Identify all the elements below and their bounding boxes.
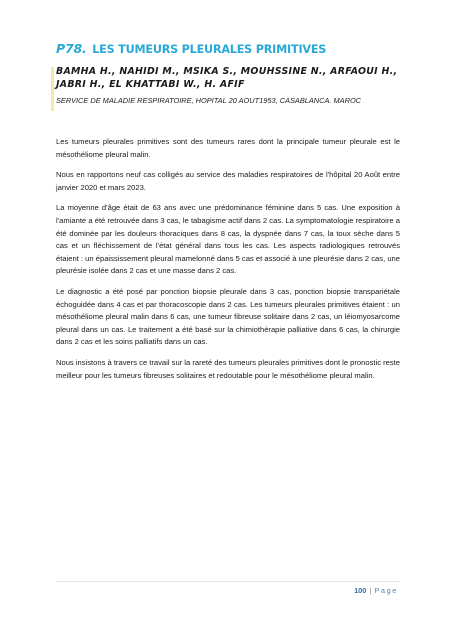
author-list: BAMHA H., NAHIDI M., MSIKA S., MOUHSSINE N., ARFAOUI H., JABRI H., EL KHATTABI W., H. AFIF [56, 66, 398, 90]
footer-separator: | [369, 586, 372, 595]
abstract-title [56, 41, 408, 56]
paragraph-diagnosis: Le diagnostic a été posé par ponction biopsie pleurale dans 3 cas, ponction biopsie transpariétale échoguidée dans 4 cas et par thoracoscopie dans 2 cas. Les tumeurs pleurales primitives étaient : un mésothéliome pleural malin dans 6 cas, une tumeur fibreuse solitaire dans 2 cas, un léiomyosarcome pleural dans un cas. Le traitement a été basé sur la chimiothérapie palliative dans 6 cas, la chirurgie dans 2 cas et les soins palliatifs dans un cas. [56, 286, 400, 347]
paragraph-methods: Nous en rapportons neuf cas colligés au service des maladies respiratoires de l'hôpital 20 Août entre janvier 2020 et mars 2023. [56, 170, 400, 192]
page-footer [354, 586, 398, 595]
page-label: Page [374, 586, 398, 595]
paragraph-intro: Les tumeurs pleurales primitives sont des tumeurs rares dont la principale tumeur pleurale est le mésothéliome pleural malin. [56, 137, 400, 159]
footer-divider [56, 581, 400, 582]
abstract-body [56, 136, 400, 390]
accent-bar [51, 67, 54, 111]
abstract-title-text: LES TUMEURS PLEURALES PRIMITIVES [92, 43, 327, 56]
paragraph-results: La moyenne d'âge était de 63 ans avec une prédominance féminine dans 5 cas. Une exposition à l'amiante a été retrouvée dans 3 cas, le tabagisme actif dans 2 cas. La symptomatologie respiratoire a été dominée par les douleurs thoraciques dans 8 cas, la dyspnée dans 7 cas, la toux sèche dans 5 cas et un fléchissement de l'état général dans tous les cas. Les aspects radiologiques retrouvés étaient : un épaississement pleural mamelonné dans 5 cas et associé à une pleurésie dans 2 cas, une pleurésie isolée dans 2 cas et une masse dans 2 cas. [56, 203, 400, 276]
abstract-header [56, 41, 408, 105]
paragraph-conclusion: Nous insistons à travers ce travail sur la rareté des tumeurs pleurales primitives dont le pronostic reste meilleur pour les tumeurs fibreuses solitaires et redoutable pour le mésothéliome pleural malin. [56, 357, 400, 380]
affiliation: SERVICE DE MALADIE RESPIRATOIRE, HOPITAL 20 AOUT1953, CASABLANCA. MAROC [56, 96, 362, 105]
abstract-code: P78. [56, 41, 87, 56]
page-number: 100 [354, 586, 367, 595]
